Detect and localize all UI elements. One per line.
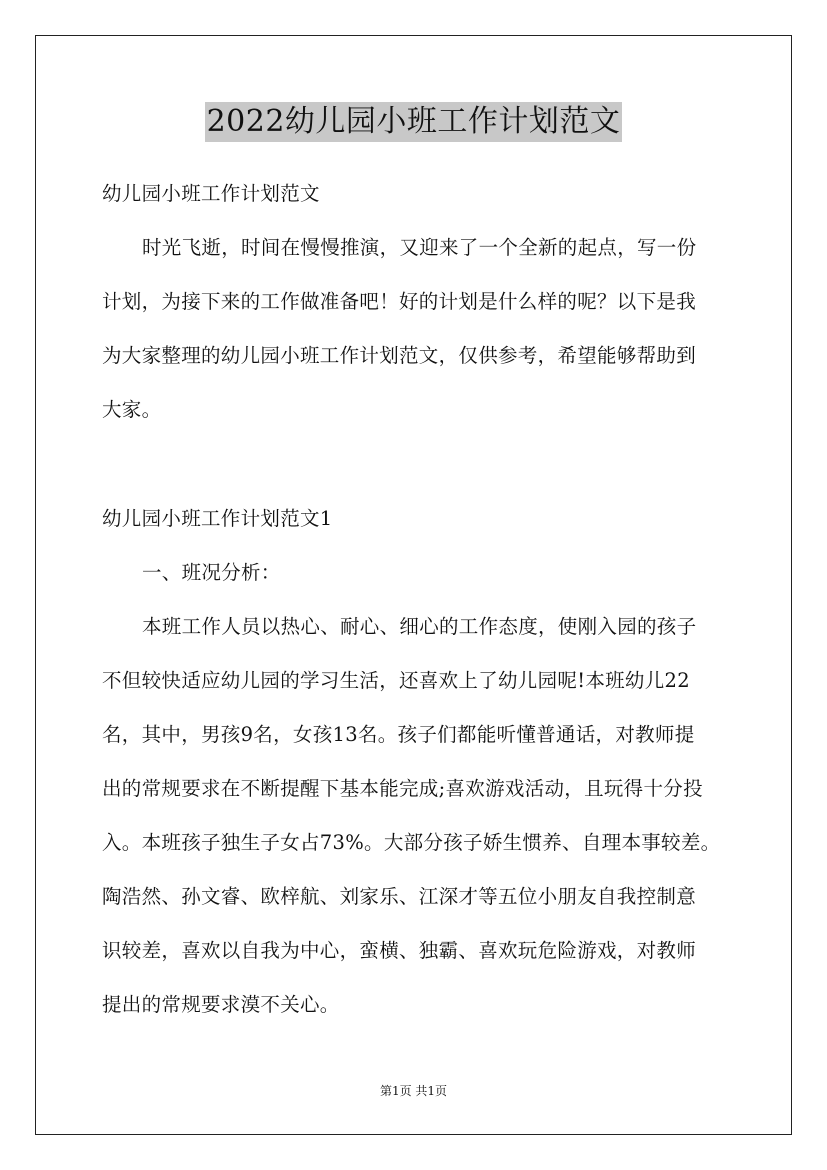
intro-line: 计划，为接下来的工作做准备吧！好的计划是什么样的呢？以下是我	[102, 290, 697, 313]
page-footer: 第1页 共1页	[379, 1084, 448, 1098]
body-line: 提出的常规要求漠不关心。	[102, 993, 340, 1016]
intro-line: 大家。	[102, 398, 162, 421]
body-line: 不但较快适应幼儿园的学习生活，还喜欢上了幼儿园呢!本班幼儿22	[102, 669, 690, 692]
document-subtitle: 幼儿园小班工作计划范文	[102, 182, 320, 205]
body-line: 名，其中，男孩9名，女孩13名。孩子们都能听懂普通话，对教师提	[102, 723, 695, 746]
intro-line: 为大家整理的幼儿园小班工作计划范文，仅供参考，希望能够帮助到	[102, 344, 697, 367]
body-line: 陶浩然、孙文睿、欧梓航、刘家乐、江深才等五位小朋友自我控制意	[102, 885, 697, 908]
body-line: 出的常规要求在不断提醒下基本能完成;喜欢游戏活动，且玩得十分投	[102, 777, 703, 800]
title-container	[0, 102, 827, 142]
subheading: 一、班况分析：	[142, 561, 281, 584]
body-line: 识较差，喜欢以自我为中心，蛮横、独霸、喜欢玩危险游戏，对教师	[102, 939, 697, 962]
document-title: 2022幼儿园小班工作计划范文	[205, 102, 623, 142]
intro-line: 时光飞逝，时间在慢慢推演，又迎来了一个全新的起点，写一份	[142, 236, 697, 259]
body-line: 本班工作人员以热心、耐心、细心的工作态度，使刚入园的孩子	[142, 615, 697, 638]
section-heading: 幼儿园小班工作计划范文1	[102, 507, 333, 530]
body-line: 入。本班孩子独生子女占73%。大部分孩子娇生惯养、自理本事较差。	[102, 831, 721, 854]
